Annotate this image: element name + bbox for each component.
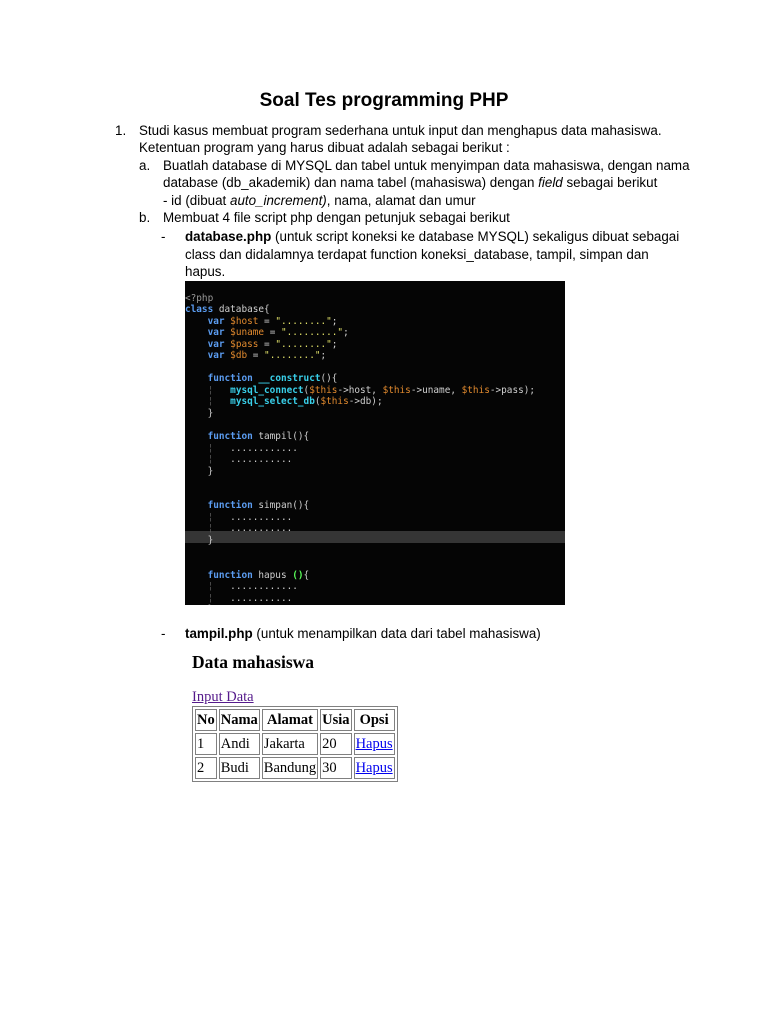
code-line: } [207, 535, 214, 547]
header-alamat: Alamat [262, 709, 318, 731]
code-line: ¦ ........... [207, 511, 293, 523]
code-line [185, 604, 535, 605]
item-1-line-2: Ketentuan program yang harus dibuat adalah sebagai berikut : [139, 140, 510, 155]
header-opsi: Opsi [354, 709, 395, 731]
item-a-line-1: Buatlah database di MYSQL dan tabel untuk menyimpan data mahasiswa, dengan nama [163, 158, 690, 173]
item-a-line-2: database (db_akademik) dan nama tabel (mahasiswa) dengan field sebagai berikut [163, 175, 658, 190]
bullet-database-line-2: class dan didalamnya terdapat function koneksi_database, tampil, simpan dan [185, 247, 649, 262]
hapus-link[interactable]: Hapus [355, 759, 393, 776]
cell-opsi [354, 733, 395, 755]
cell-nama: Andi [219, 733, 260, 755]
code-line: ¦ ........... [207, 454, 293, 466]
document-title: Soal Tes programming PHP [259, 90, 509, 111]
table-row [195, 757, 395, 779]
item-b-line-1: Membuat 4 file script php dengan petunjuk sebagai berikut [163, 210, 510, 225]
code-line [185, 477, 535, 489]
hapus-link[interactable]: Hapus [355, 735, 393, 752]
code-listing [185, 281, 535, 605]
code-line: ¦ mysql_connect($this->host, $this->uname, $this->pass); [207, 384, 536, 396]
code-line: var $db = "........"; [207, 350, 327, 362]
cell-alamat: Bandung [262, 757, 318, 779]
item-1-line-1: Studi kasus membuat program sederhana untuk input dan menghapus data mahasiswa. [139, 123, 662, 138]
item-a-letter: a. [139, 158, 151, 173]
cell-usia: 20 [320, 733, 351, 755]
mahasiswa-table [192, 706, 398, 782]
code-line: class database{ [185, 304, 270, 316]
code-line: ¦ mysql_select_db($this->db); [207, 396, 383, 408]
code-line [185, 420, 535, 432]
code-line: var $pass = "........"; [207, 338, 338, 350]
item-b-letter: b. [139, 210, 151, 225]
header-no: No [195, 709, 217, 731]
code-line: function simpan(){ [207, 500, 310, 512]
table-header-row [195, 709, 395, 731]
bullet-database-line-3: hapus. [185, 264, 226, 279]
header-nama: Nama [219, 709, 260, 731]
cell-opsi [354, 757, 395, 779]
code-line: } [207, 465, 214, 477]
code-line: var $uname = "........."; [207, 327, 349, 339]
cell-no: 1 [195, 733, 217, 755]
bullet-dash-database: - [161, 229, 166, 244]
code-line [185, 547, 535, 559]
code-line [185, 362, 535, 374]
preview-heading: Data mahasiswa [192, 652, 315, 672]
code-line: <?php [185, 292, 214, 304]
code-screenshot [185, 281, 565, 605]
bullet-database-line-1: database.php (untuk script koneksi ke database MYSQL) sekaligus dibuat sebagai [185, 229, 680, 244]
code-line: ¦ ........... [207, 523, 293, 535]
cell-nama: Budi [219, 757, 260, 779]
input-data-link[interactable]: Input Data [192, 689, 254, 705]
code-line: ¦ ............ [207, 442, 298, 454]
code-line: function hapus (){ [207, 569, 310, 581]
bullet-dash-tampil: - [161, 626, 166, 641]
bullet-tampil-line: tampil.php (untuk menampilkan data dari tabel mahasiswa) [185, 626, 541, 641]
code-line: ¦ ........... [207, 592, 293, 604]
item-a-line-3: - id (dibuat auto_increment), nama, alamat dan umur [163, 193, 476, 208]
code-line [185, 489, 535, 501]
cell-no: 2 [195, 757, 217, 779]
cell-alamat: Jakarta [262, 733, 318, 755]
code-line: ¦ ............ [207, 581, 298, 593]
cell-usia: 30 [320, 757, 351, 779]
code-line [185, 558, 535, 570]
code-line: function __construct(){ [207, 373, 338, 385]
table-row [195, 733, 395, 755]
code-line: } [207, 408, 214, 420]
header-usia: Usia [320, 709, 351, 731]
item-1-number: 1. [115, 123, 127, 138]
code-line: function tampil(){ [207, 431, 310, 443]
code-line: var $host = "........"; [207, 315, 338, 327]
